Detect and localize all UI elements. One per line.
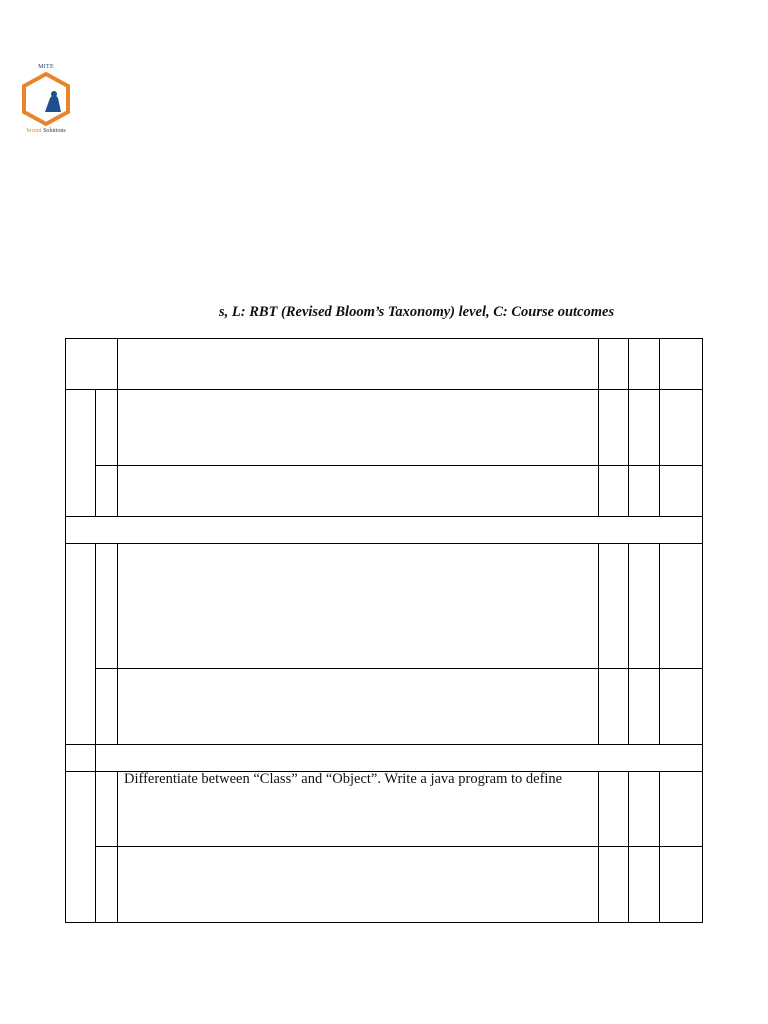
col-divider — [628, 338, 629, 517]
col-divider — [598, 543, 599, 745]
col-divider — [598, 771, 599, 923]
row-divider — [95, 846, 703, 847]
logo-top-text: MITE — [38, 64, 54, 70]
question-cell-text: Differentiate between “Class” and “Object”. Write a java program to define — [124, 771, 563, 787]
col-divider — [95, 543, 96, 923]
col-divider — [659, 543, 660, 745]
table-border-bottom — [65, 922, 703, 923]
row-divider — [65, 744, 703, 745]
hexagon-logo-icon — [14, 68, 78, 130]
logo-tagline: Invent Solutions — [26, 128, 66, 134]
col-divider — [598, 338, 599, 517]
col-divider — [117, 543, 118, 745]
institution-logo — [14, 64, 78, 142]
row-divider — [65, 389, 703, 390]
col-divider — [628, 771, 629, 923]
row-divider — [65, 543, 703, 544]
col-divider — [659, 338, 660, 517]
col-divider — [95, 389, 96, 517]
row-divider — [65, 516, 703, 517]
col-divider — [628, 543, 629, 745]
col-divider — [659, 771, 660, 923]
table-border-right — [702, 338, 703, 923]
col-divider — [117, 771, 118, 923]
col-divider — [117, 338, 118, 517]
table-border-left — [65, 338, 66, 923]
table-border-top — [65, 338, 703, 339]
row-divider — [95, 668, 703, 669]
legend-caption: s, L: RBT (Revised Bloom’s Taxonomy) level, C: Course outcomes — [219, 304, 615, 320]
row-divider — [95, 465, 703, 466]
